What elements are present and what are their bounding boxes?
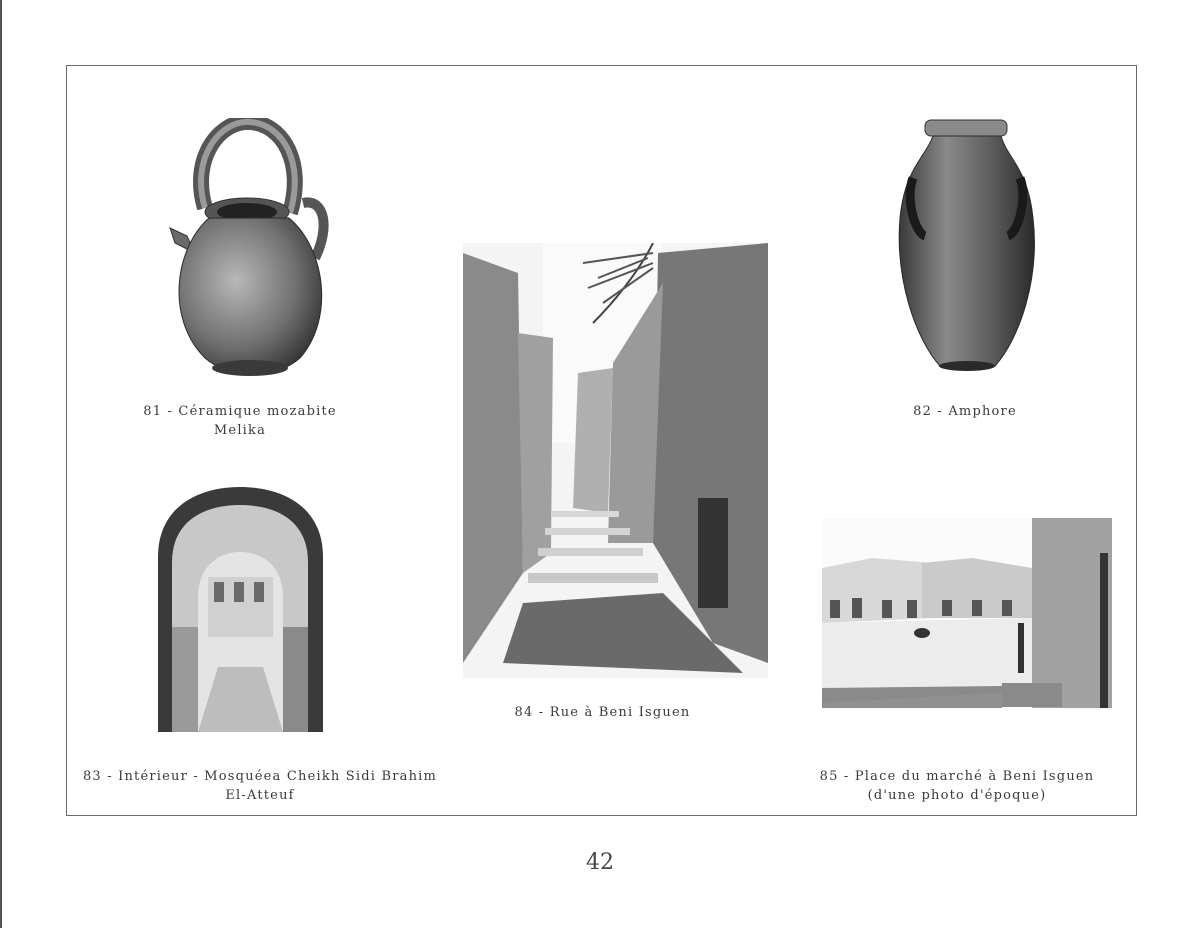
figure-81-caption-line2: Melika [213,423,267,438]
figure-82-caption [860,402,1070,421]
figure-82-caption-line1: 82 - Amphore [913,404,1017,419]
mosque-interior-illustration [158,487,323,732]
figure-84-caption-line1: 84 - Rue à Beni Isguen [514,705,691,720]
figure-84-caption [500,703,705,722]
figure-83-caption [70,767,450,805]
figure-85-caption-line1: 85 - Place du marché à Beni Isguen [819,769,1095,784]
amphora-illustration [895,118,1040,373]
figure-85-caption [812,767,1102,805]
figure-85-caption-line2: (d'une photo d'époque) [867,788,1047,803]
page-edge-rule [0,0,2,928]
page-number: 42 [586,850,614,875]
figure-81-caption-line1: 81 - Céramique mozabite [143,404,337,419]
figure-83-caption-line1: 83 - Intérieur - Mosquéea Cheikh Sidi Brahim [82,769,438,784]
figure-83-caption-line2: El-Atteuf [225,788,295,803]
street-beni-isguen-illustration [463,243,768,678]
market-square-illustration [822,518,1112,710]
melika-pitcher-illustration [165,118,335,383]
figure-81-caption [120,402,360,440]
